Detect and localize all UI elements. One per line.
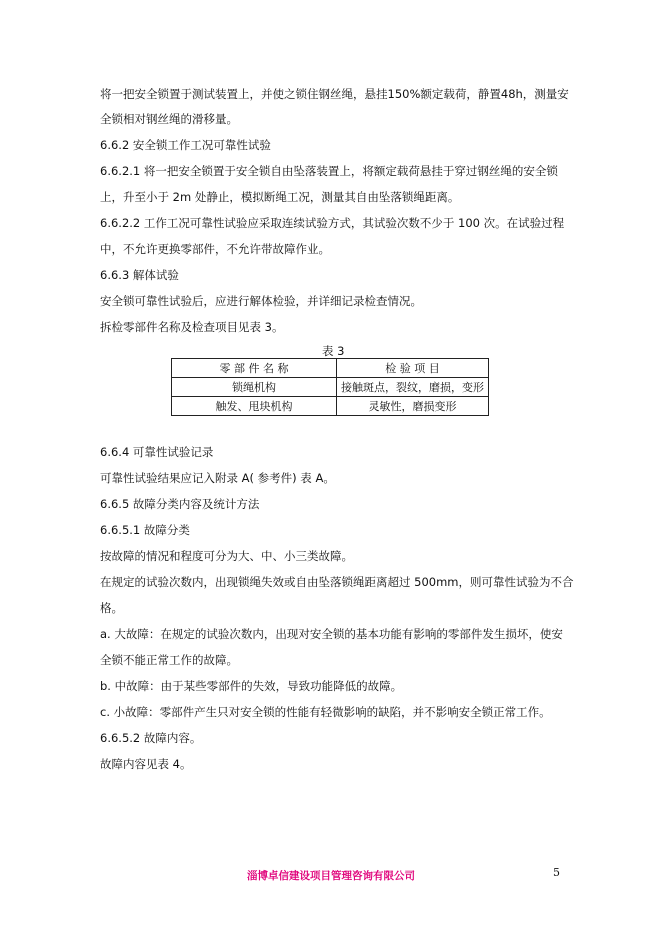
table-cell: 接触斑点，裂纹，磨损，变形 bbox=[337, 378, 489, 397]
table-header-cell: 零 部 件 名 称 bbox=[172, 359, 337, 378]
table-row bbox=[172, 397, 489, 416]
paragraph-line: 故障内容见表 4。 bbox=[100, 757, 192, 771]
paragraph-line: 6.6.2.1 将一把安全锁置于安全锁自由坠落装置上，将额定载荷悬挂于穿过钢丝绳的安全锁 bbox=[100, 164, 558, 178]
section-heading: 6.6.5.2 故障内容。 bbox=[100, 731, 202, 745]
paragraph-line: 按故障的情况和程度可分为大、中、小三类故障。 bbox=[100, 549, 353, 563]
table-row bbox=[172, 378, 489, 397]
paragraph-line: b. 中故障：由于某些零部件的失效，导致功能降低的故障。 bbox=[100, 679, 403, 693]
paragraph-line: 格。 bbox=[100, 601, 123, 615]
paragraph-line: 全锁不能正常工作的故障。 bbox=[100, 653, 238, 667]
section-heading: 6.6.4 可靠性试验记录 bbox=[100, 445, 214, 459]
paragraph-line: 在规定的试验次数内，出现锁绳失效或自由坠落锁绳距离超过 500mm，则可靠性试验为不合 bbox=[100, 575, 574, 589]
paragraph-line: 中，不允许更换零部件，不允许带故障作业。 bbox=[100, 242, 330, 256]
table-header-cell: 检 验 项 目 bbox=[337, 359, 489, 378]
section-heading: 6.6.5.1 故障分类 bbox=[100, 523, 190, 537]
paragraph-line: 将一把安全锁置于测试装置上，并使之锁住钢丝绳，悬挂150%额定载荷，静置48h，测量安 bbox=[100, 87, 569, 101]
table-cell: 灵敏性，磨损变形 bbox=[337, 397, 489, 416]
paragraph-line: 安全锁可靠性试验后，应进行解体检验，并详细记录检查情况。 bbox=[100, 294, 422, 308]
table-cell: 触发、甩块机构 bbox=[172, 397, 337, 416]
section-heading: 6.6.3 解体试验 bbox=[100, 268, 179, 282]
table-caption: 表 3 bbox=[322, 344, 345, 358]
paragraph-line: 全锁相对钢丝绳的滑移量。 bbox=[100, 112, 238, 126]
paragraph-line: 上，升至小于 2m 处静止，模拟断绳工况，测量其自由坠落锁绳距离。 bbox=[100, 190, 460, 204]
section-heading: 6.6.2 安全锁工作工况可靠性试验 bbox=[100, 138, 271, 152]
table-cell: 锁绳机构 bbox=[172, 378, 337, 397]
section-heading: 6.6.5 故障分类内容及统计方法 bbox=[100, 497, 260, 511]
footer-company-name: 淄博卓信建设项目管理咨询有限公司 bbox=[247, 870, 415, 882]
paragraph-line: a. 大故障：在规定的试验次数内，出现对安全锁的基本功能有影响的零部件发生损坏，使安 bbox=[100, 627, 563, 641]
paragraph-line: 6.6.2.2 工作工况可靠性试验应采取连续试验方式，其试验次数不少于 100 次。在试验过程 bbox=[100, 216, 565, 230]
paragraph-line: 可靠性试验结果应记入附录 A( 参考件) 表 A。 bbox=[100, 471, 335, 485]
page-number: 5 bbox=[553, 866, 560, 879]
paragraph-line: c. 小故障：零部件产生只对安全锁的性能有轻微影响的缺陷，并不影响安全锁正常工作。 bbox=[100, 705, 551, 719]
inspection-table bbox=[171, 358, 489, 416]
paragraph-line: 拆检零部件名称及检查项目见表 3。 bbox=[100, 320, 284, 334]
table-header-row bbox=[172, 359, 489, 378]
